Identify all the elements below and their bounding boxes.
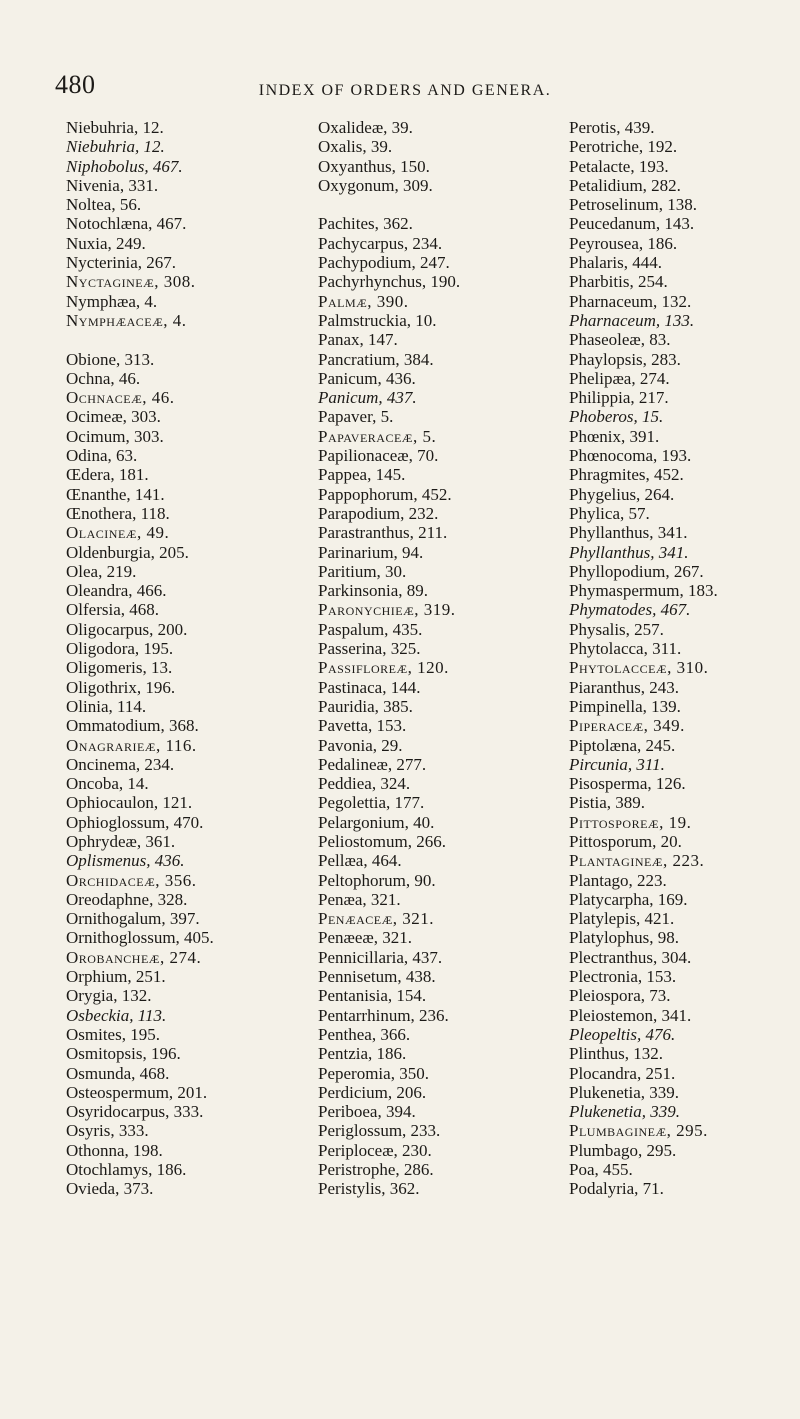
index-entry: Phragmites, 452. (569, 465, 684, 485)
index-entry: Osbeckia, 113. (66, 1005, 167, 1025)
index-entry: Petroselinum, 138. (569, 195, 697, 215)
index-entry: Osmunda, 468. (66, 1063, 170, 1083)
index-entry: Petalacte, 193. (569, 156, 669, 176)
index-entry: Niphobolus, 467. (66, 156, 183, 176)
index-entry: Phylica, 57. (569, 503, 650, 523)
index-entry: Passerina, 325. (318, 639, 421, 659)
index-entry: Phyllanthus, 341. (569, 523, 688, 543)
index-entry: Pastinaca, 144. (318, 677, 421, 697)
index-entry: Pharbitis, 254. (569, 272, 668, 292)
index-entry: Osyridocarpus, 333. (66, 1102, 204, 1122)
index-entry: Plocandra, 251. (569, 1063, 676, 1083)
index-entry: Papaveraceæ, 5. (318, 426, 437, 446)
index-entry: Pleopeltis, 476. (569, 1024, 676, 1044)
index-entry: Phalaris, 444. (569, 253, 663, 273)
index-entry: Phyllopodium, 267. (569, 561, 704, 581)
index-entry: Phœnix, 391. (569, 426, 660, 446)
index-column-1 (66, 118, 291, 1199)
index-entry: Piaranthus, 243. (569, 677, 680, 697)
index-entry: Ophrydeæ, 361. (66, 831, 176, 851)
index-entry: Palmæ, 390. (318, 291, 409, 311)
index-entry: Physalis, 257. (569, 619, 664, 639)
index-entry: Pachyrhynchus, 190. (318, 272, 461, 292)
index-entry: Perotriche, 192. (569, 137, 678, 157)
index-entry: Ovieda, 373. (66, 1179, 154, 1199)
index-entry: Pennicillaria, 437. (318, 947, 443, 967)
index-entry: Obione, 313. (66, 349, 155, 369)
index-entry: Periglossum, 233. (318, 1121, 441, 1141)
index-entry: Pimpinella, 139. (569, 696, 681, 716)
index-column-2 (318, 118, 543, 1199)
index-entry: Pappea, 145. (318, 465, 406, 485)
index-entry: Nyctagineæ, 308. (66, 272, 196, 292)
index-entry: Peucedanum, 143. (569, 214, 695, 234)
index-entry: Nivenia, 331. (66, 175, 159, 195)
index-entry: Peddiea, 324. (318, 774, 411, 794)
index-entry: Parastranthus, 211. (318, 523, 448, 543)
index-entry: Phaseoleæ, 83. (569, 330, 671, 350)
index-entry: Pellæa, 464. (318, 851, 402, 871)
index-entry: Orphium, 251. (66, 967, 166, 987)
index-entry: Pancratium, 384. (318, 349, 434, 369)
index-entry: Phyllanthus, 341. (569, 542, 689, 562)
index-entry: Olinia, 114. (66, 696, 147, 716)
index-entry: Phelipæa, 274. (569, 368, 670, 388)
index-entry: Nuxia, 249. (66, 233, 146, 253)
index-entry: Pharnaceum, 132. (569, 291, 692, 311)
index-entry: Nymphæa, 4. (66, 291, 158, 311)
page-header (55, 70, 755, 110)
index-entry: Oligocarpus, 200. (66, 619, 188, 639)
index-entry: Pleiospora, 73. (569, 986, 671, 1006)
index-entry: Phymaspermum, 183. (569, 581, 718, 601)
index-entry: Pircunia, 311. (569, 754, 665, 774)
index-entry: Plumbago, 295. (569, 1140, 677, 1160)
index-entry: Piptolæna, 245. (569, 735, 676, 755)
index-entry: Phymatodes, 467. (569, 600, 691, 620)
index-entry: Panax, 147. (318, 330, 398, 350)
index-entry: Olacineæ, 49. (66, 523, 170, 543)
section-gap (318, 195, 543, 214)
index-entry: Phaylopsis, 283. (569, 349, 681, 369)
index-entry: Periploceæ, 230. (318, 1140, 432, 1160)
index-entry: Pachypodium, 247. (318, 253, 450, 273)
index-entry: Papilionaceæ, 70. (318, 446, 439, 466)
running-head: INDEX OF ORDERS AND GENERA. (258, 82, 552, 99)
index-entry: Peristylis, 362. (318, 1179, 420, 1199)
index-entry: Panicum, 437. (318, 388, 417, 408)
index-entry: Ommatodium, 368. (66, 716, 199, 736)
index-entry: Panicum, 436. (318, 368, 416, 388)
index-entry: Niebuhria, 12. (66, 118, 164, 137)
index-entry: Pennisetum, 438. (318, 967, 436, 987)
index-entry: Paronychieæ, 319. (318, 600, 456, 620)
index-entry: Parinarium, 94. (318, 542, 424, 562)
index-entry: Œnothera, 118. (66, 503, 170, 523)
index-entry: Oreodaphne, 328. (66, 889, 188, 909)
index-entry: Paspalum, 435. (318, 619, 423, 639)
index-entry: Ophiocaulon, 121. (66, 793, 193, 813)
index-entry: Platycarpha, 169. (569, 889, 688, 909)
index-entry: Osteospermum, 201. (66, 1082, 208, 1102)
index-entry: Papaver, 5. (318, 407, 394, 427)
index-entry: Otochlamys, 186. (66, 1160, 187, 1180)
index-entry: Platylepis, 421. (569, 909, 675, 929)
index-entry: Oleandra, 466. (66, 581, 167, 601)
index-entry: Ornithoglossum, 405. (66, 928, 214, 948)
index-entry: Odina, 63. (66, 446, 138, 466)
index-entry: Phytolacca, 311. (569, 639, 682, 659)
index-entry: Peyrousea, 186. (569, 233, 678, 253)
index-entry: Pentzia, 186. (318, 1044, 407, 1064)
index-entry: Oxalis, 39. (318, 137, 393, 157)
index-entry: Pharnaceum, 133. (569, 310, 695, 330)
index-entry: Penæeæ, 321. (318, 928, 412, 948)
index-entry: Periboea, 394. (318, 1102, 416, 1122)
index-entry: Peltophorum, 90. (318, 870, 436, 890)
index-entry: Penæaceæ, 321. (318, 909, 435, 929)
index-entry: Perdicium, 206. (318, 1082, 427, 1102)
index-entry: Plantagineæ, 223. (569, 851, 705, 871)
index-entry: Plumbagineæ, 295. (569, 1121, 708, 1141)
index-entry: Plinthus, 132. (569, 1044, 663, 1064)
index-entry: Platylophus, 98. (569, 928, 680, 948)
index-entry: Plukenetia, 339. (569, 1102, 680, 1122)
index-entry: Olfersia, 468. (66, 600, 160, 620)
index-entry: Pegolettia, 177. (318, 793, 425, 813)
index-entry: Oxygonum, 309. (318, 175, 433, 195)
index-entry: Pentanisia, 154. (318, 986, 427, 1006)
index-entry: Phoberos, 15. (569, 407, 664, 427)
index-entry: Ornithogalum, 397. (66, 909, 200, 929)
index-entry: Philippia, 217. (569, 388, 669, 408)
index-entry: Pavonia, 29. (318, 735, 403, 755)
index-entry: Plantago, 223. (569, 870, 667, 890)
index-entry: Pisosperma, 126. (569, 774, 686, 794)
index-entry: Oncinema, 234. (66, 754, 175, 774)
index-entry: Pentarrhinum, 236. (318, 1005, 449, 1025)
index-entry: Paritium, 30. (318, 561, 407, 581)
index-entry: Oxyanthus, 150. (318, 156, 430, 176)
index-entry: Parkinsonia, 89. (318, 581, 429, 601)
index-entry: Orobancheæ, 274. (66, 947, 202, 967)
index-entry: Ocimum, 303. (66, 426, 164, 446)
index-entry: Pittosporum, 20. (569, 831, 682, 851)
index-entry: Pittosporeæ, 19. (569, 812, 692, 832)
section-gap (66, 330, 291, 349)
index-entry: Osmitopsis, 196. (66, 1044, 181, 1064)
index-entry: Penthea, 366. (318, 1024, 411, 1044)
index-entry: Olea, 219. (66, 561, 137, 581)
index-entry: Plukenetia, 339. (569, 1082, 680, 1102)
index-entry: Peristrophe, 286. (318, 1160, 434, 1180)
index-entry: Ocimeæ, 303. (66, 407, 161, 427)
index-entry: Phytolacceæ, 310. (569, 658, 709, 678)
index-entry: Oldenburgia, 205. (66, 542, 189, 562)
index-entry: Orchidaceæ, 356. (66, 870, 197, 890)
index-entry: Passifloreæ, 120. (318, 658, 449, 678)
index-entry: Onagrarieæ, 116. (66, 735, 197, 755)
index-entry: Œnanthe, 141. (66, 484, 165, 504)
index-entry: Phœnocoma, 193. (569, 446, 692, 466)
index-entry: Oncoba, 14. (66, 774, 149, 794)
index-entry: Podalyria, 71. (569, 1179, 664, 1199)
index-entry: Othonna, 198. (66, 1140, 163, 1160)
index-entry: Notochlæna, 467. (66, 214, 187, 234)
index-entry: Piperaceæ, 349. (569, 716, 685, 736)
page-number: 480 (55, 70, 96, 99)
index-entry: Ophioglossum, 470. (66, 812, 204, 832)
index-entry: Phygelius, 264. (569, 484, 675, 504)
index-entry: Poa, 455. (569, 1160, 633, 1180)
index-entry: Oplismenus, 436. (66, 851, 185, 871)
index-entry: Oligomeris, 13. (66, 658, 173, 678)
index-entry: Petalidium, 282. (569, 175, 681, 195)
index-entry: Ochnaceæ, 46. (66, 388, 175, 408)
index-entry: Pappophorum, 452. (318, 484, 452, 504)
index-entry: Pachites, 362. (318, 214, 413, 234)
index-entry: Pistia, 389. (569, 793, 646, 813)
index-entry: Oligothrix, 196. (66, 677, 176, 697)
index-entry: Oxalideæ, 39. (318, 118, 413, 137)
index-entry: Oligodora, 195. (66, 639, 174, 659)
index-entry: Pachycarpus, 234. (318, 233, 443, 253)
index-entry: Niebuhria, 12. (66, 137, 165, 157)
index-entry: Osyris, 333. (66, 1121, 149, 1141)
index-entry: Plectronia, 153. (569, 967, 677, 987)
index-entry: Palmstruckia, 10. (318, 310, 437, 330)
index-entry: Ochna, 46. (66, 368, 141, 388)
index-entry: Œdera, 181. (66, 465, 149, 485)
index-entry: Pavetta, 153. (318, 716, 407, 736)
index-entry: Peliostomum, 266. (318, 831, 446, 851)
index-column-3 (569, 118, 794, 1199)
index-entry: Noltea, 56. (66, 195, 142, 215)
index-entry: Perotis, 439. (569, 118, 655, 137)
index-entry: Pauridia, 385. (318, 696, 413, 716)
index-entry: Pelargonium, 40. (318, 812, 435, 832)
index-entry: Pedalineæ, 277. (318, 754, 427, 774)
index-entry: Peperomia, 350. (318, 1063, 429, 1083)
index-entry: Osmites, 195. (66, 1024, 160, 1044)
index-entry: Parapodium, 232. (318, 503, 439, 523)
index-entry: Nycterinia, 267. (66, 253, 176, 273)
index-entry: Orygia, 132. (66, 986, 152, 1006)
index-entry: Nymphæaceæ, 4. (66, 310, 187, 330)
index-entry: Pleiostemon, 341. (569, 1005, 692, 1025)
index-entry: Penæa, 321. (318, 889, 401, 909)
index-entry: Plectranthus, 304. (569, 947, 692, 967)
